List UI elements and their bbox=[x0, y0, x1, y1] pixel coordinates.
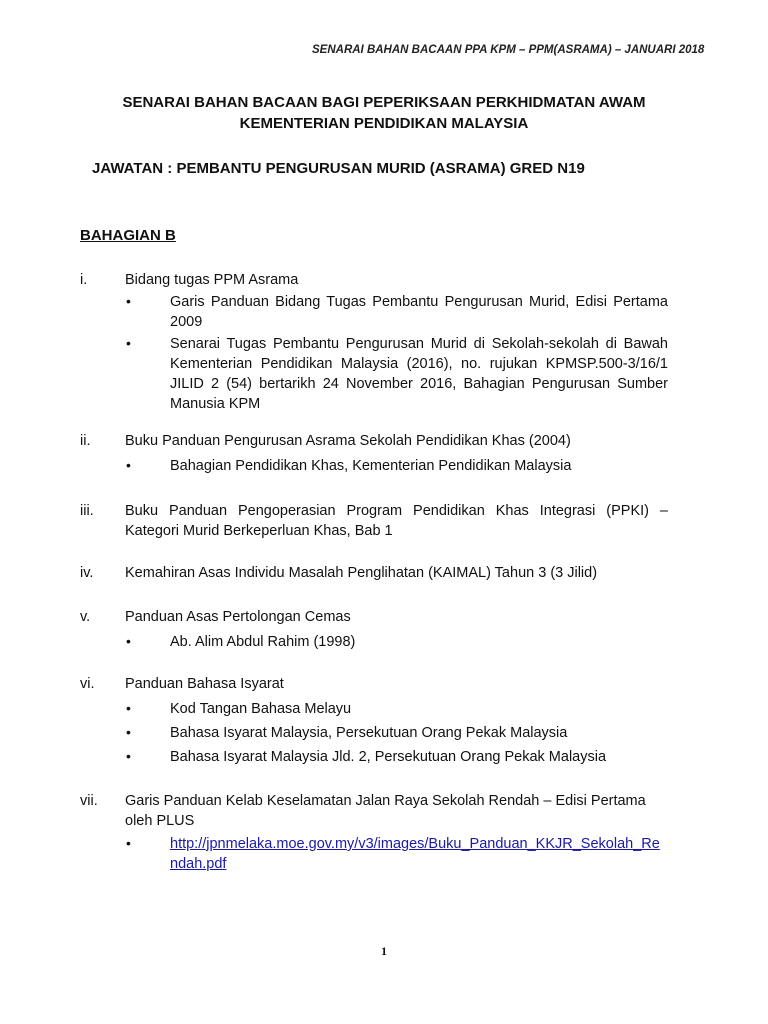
item-text: Panduan Bahasa Isyarat bbox=[125, 676, 284, 692]
bullet-text: Kod Tangan Bahasa Melayu bbox=[170, 701, 352, 717]
reference-link-container bbox=[170, 834, 665, 874]
bullet-text: Bahasa Isyarat Malaysia Jld. 2, Persekutuan Orang Pekak Malaysia bbox=[170, 749, 607, 765]
item-text: Kemahiran Asas Individu Masalah Penglihatan (KAIMAL) Tahun 3 (3 Jilid) bbox=[125, 565, 598, 581]
reference-link[interactable]: http://jpnmelaka.moe.gov.my/v3/images/Buku_Panduan_KKJR_Sekolah_Rendah.pdf bbox=[170, 836, 660, 872]
bullet-icon: • bbox=[126, 700, 131, 716]
document-title: SENARAI BAHAN BACAAN BAGI PEPERIKSAAN PERKHIDMATAN AWAM bbox=[122, 94, 646, 111]
bullet-icon: • bbox=[126, 335, 131, 351]
item-text: Buku Panduan Pengurusan Asrama Sekolah Pendidikan Khas (2004) bbox=[125, 433, 571, 449]
section-heading: BAHAGIAN B bbox=[80, 227, 176, 244]
item-text: Buku Panduan Pengoperasian Program Pendidikan Khas Integrasi (PPKI) – Kategori Murid Berkeperluan Khas, Bab 1 bbox=[125, 503, 668, 539]
item-number: vii. bbox=[80, 793, 98, 809]
item-number: i. bbox=[80, 272, 88, 288]
bullet-icon: • bbox=[126, 748, 131, 764]
item-number: ii. bbox=[80, 433, 91, 449]
running-header: SENARAI BAHAN BACAAN PPA KPM – PPM(ASRAMA) – JANUARI 2018 bbox=[312, 44, 705, 56]
bullet-text: Ab. Alim Abdul Rahim (1998) bbox=[170, 634, 356, 650]
item-number: vi. bbox=[80, 676, 95, 692]
bullet-icon: • bbox=[126, 293, 131, 309]
position-heading: JAWATAN : PEMBANTU PENGURUSAN MURID (ASRAMA) GRED N19 bbox=[92, 160, 585, 177]
item-number: v. bbox=[80, 609, 91, 625]
bullet-text: Senarai Tugas Pembantu Pengurusan Murid di Sekolah-sekolah di Bawah Kementerian Pendidikan Malaysia (2016), no. rujukan KPMSP.500-3/16/1 JILID 2 (54) bertarikh 24 November 2016, Bahagian Pengurusan Sumber Manusia KPM bbox=[170, 336, 668, 412]
item-number: iii. bbox=[80, 503, 94, 519]
bullet-text: Bahagian Pendidikan Khas, Kementerian Pendidikan Malaysia bbox=[170, 458, 572, 474]
bullet-text: Bahasa Isyarat Malaysia, Persekutuan Orang Pekak Malaysia bbox=[170, 725, 568, 741]
bullet-text: Garis Panduan Bidang Tugas Pembantu Pengurusan Murid, Edisi Pertama 2009 bbox=[170, 294, 668, 330]
item-number: iv. bbox=[80, 565, 94, 581]
bullet-icon: • bbox=[126, 835, 131, 851]
page-number: 1 bbox=[381, 944, 387, 958]
bullet-icon: • bbox=[126, 457, 131, 473]
bullet-icon: • bbox=[126, 633, 131, 649]
bullet-icon: • bbox=[126, 724, 131, 740]
item-text: Bidang tugas PPM Asrama bbox=[125, 272, 299, 288]
document-subtitle: KEMENTERIAN PENDIDIKAN MALAYSIA bbox=[239, 115, 529, 132]
item-text: Panduan Asas Pertolongan Cemas bbox=[125, 609, 351, 625]
item-text: Garis Panduan Kelab Keselamatan Jalan Raya Sekolah Rendah – Edisi Pertama oleh PLUS bbox=[125, 793, 646, 829]
